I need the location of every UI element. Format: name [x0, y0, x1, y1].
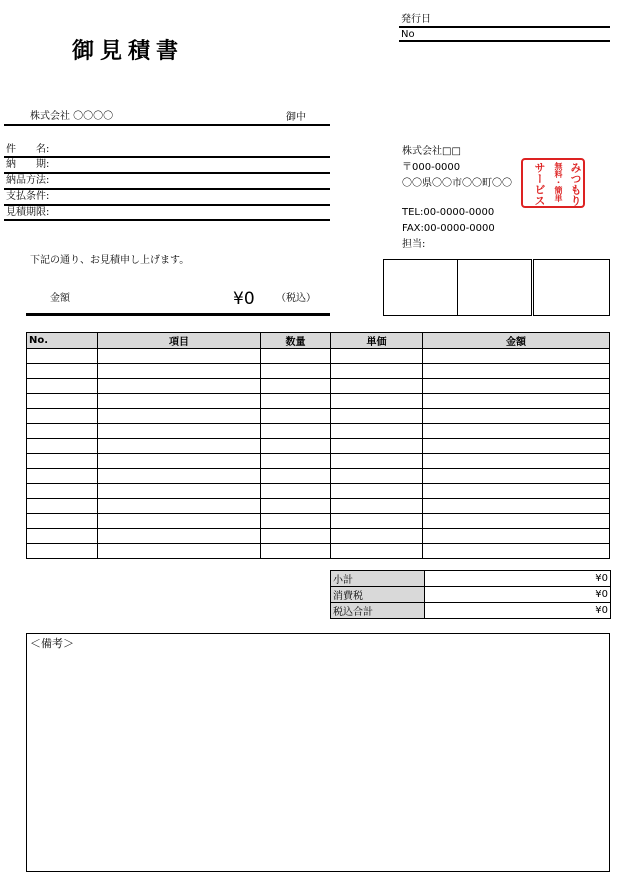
payment-terms-line — [4, 204, 330, 206]
cell-quantity[interactable] — [261, 499, 331, 514]
client-line — [4, 124, 330, 126]
amount-label: 金額 — [50, 293, 70, 304]
subject-line — [4, 156, 330, 158]
cell-item[interactable] — [98, 529, 261, 544]
issue-date-label: 発行日 — [401, 14, 431, 25]
validity-line — [4, 219, 330, 221]
total-row — [331, 603, 611, 619]
tax-label: 消費税 — [331, 587, 425, 603]
cell-no[interactable] — [27, 424, 98, 439]
cell-no[interactable] — [27, 409, 98, 424]
cell-item[interactable] — [98, 364, 261, 379]
cell-item[interactable] — [98, 394, 261, 409]
cell-amount[interactable] — [423, 544, 610, 559]
cell-amount[interactable] — [423, 364, 610, 379]
cell-quantity[interactable] — [261, 544, 331, 559]
table-row — [27, 424, 610, 439]
cell-unit-price[interactable] — [331, 439, 423, 454]
cell-quantity[interactable] — [261, 409, 331, 424]
cell-unit-price[interactable] — [331, 349, 423, 364]
intro-text: 下記の通り、お見積申し上げます。 — [30, 255, 190, 266]
cell-item[interactable] — [98, 439, 261, 454]
cell-quantity[interactable] — [261, 424, 331, 439]
cell-item[interactable] — [98, 499, 261, 514]
cell-amount[interactable] — [423, 499, 610, 514]
cell-quantity[interactable] — [261, 514, 331, 529]
cell-no[interactable] — [27, 484, 98, 499]
cell-no[interactable] — [27, 379, 98, 394]
table-row — [27, 379, 610, 394]
approval-box-1 — [383, 259, 458, 316]
subtotal-value: ¥0 — [425, 571, 611, 587]
issuer-address: 〇〇県〇〇市〇〇町〇〇 — [402, 178, 512, 189]
cell-quantity[interactable] — [261, 454, 331, 469]
cell-unit-price[interactable] — [331, 409, 423, 424]
header-item: 項目 — [98, 333, 261, 349]
issuer-tel: TEL:00-0000-0000 — [402, 207, 495, 218]
cell-quantity[interactable] — [261, 439, 331, 454]
items-header-row — [27, 333, 610, 349]
notes-box[interactable] — [26, 633, 610, 872]
table-row — [27, 364, 610, 379]
table-row — [27, 409, 610, 424]
cell-unit-price[interactable] — [331, 469, 423, 484]
totals-table — [330, 570, 611, 619]
delivery-date-line — [4, 172, 330, 174]
table-row — [27, 544, 610, 559]
cell-unit-price[interactable] — [331, 544, 423, 559]
cell-no[interactable] — [27, 349, 98, 364]
cell-item[interactable] — [98, 424, 261, 439]
no-line — [399, 40, 610, 42]
cell-item[interactable] — [98, 454, 261, 469]
table-row — [27, 469, 610, 484]
delivery-method-line — [4, 188, 330, 190]
table-row — [27, 529, 610, 544]
stamp-text-3: サービス — [533, 162, 546, 206]
cell-amount[interactable] — [423, 469, 610, 484]
cell-item[interactable] — [98, 484, 261, 499]
table-row — [27, 499, 610, 514]
cell-unit-price[interactable] — [331, 499, 423, 514]
header-amount: 金額 — [423, 333, 610, 349]
cell-no[interactable] — [27, 469, 98, 484]
cell-amount[interactable] — [423, 529, 610, 544]
table-row — [27, 439, 610, 454]
cell-amount[interactable] — [423, 514, 610, 529]
subject-label: 件 名: — [6, 144, 50, 155]
cell-quantity[interactable] — [261, 379, 331, 394]
cell-unit-price[interactable] — [331, 514, 423, 529]
amount-value: ¥0 — [233, 289, 255, 309]
delivery-method-label: 納品方法: — [6, 175, 50, 186]
cell-unit-price[interactable] — [331, 364, 423, 379]
amount-line — [26, 313, 330, 316]
cell-quantity[interactable] — [261, 529, 331, 544]
cell-item[interactable] — [98, 409, 261, 424]
cell-item[interactable] — [98, 514, 261, 529]
cell-item[interactable] — [98, 349, 261, 364]
table-row — [27, 484, 610, 499]
cell-unit-price[interactable] — [331, 484, 423, 499]
approval-box-3 — [533, 259, 610, 316]
table-row — [27, 394, 610, 409]
issuer-company: 株式会社□□ — [402, 146, 461, 157]
cell-no[interactable] — [27, 439, 98, 454]
payment-terms-label: 支払条件: — [6, 191, 50, 202]
cell-amount[interactable] — [423, 394, 610, 409]
cell-no[interactable] — [27, 364, 98, 379]
cell-item[interactable] — [98, 379, 261, 394]
cell-quantity[interactable] — [261, 484, 331, 499]
cell-quantity[interactable] — [261, 394, 331, 409]
cell-unit-price[interactable] — [331, 379, 423, 394]
document-title: 御見積書 — [72, 38, 185, 64]
cell-no[interactable] — [27, 544, 98, 559]
cell-unit-price[interactable] — [331, 424, 423, 439]
items-body — [27, 349, 610, 559]
cell-no[interactable] — [27, 529, 98, 544]
items-table — [26, 332, 610, 559]
tax-row — [331, 587, 611, 603]
company-seal-stamp — [521, 158, 585, 208]
total-label: 税込合計 — [331, 603, 425, 619]
cell-unit-price[interactable] — [331, 529, 423, 544]
table-row — [27, 454, 610, 469]
cell-amount[interactable] — [423, 484, 610, 499]
delivery-date-label: 納 期: — [6, 159, 50, 170]
cell-amount[interactable] — [423, 409, 610, 424]
client-honorific: 御中 — [286, 112, 306, 123]
cell-no[interactable] — [27, 514, 98, 529]
header-quantity: 数量 — [261, 333, 331, 349]
cell-quantity[interactable] — [261, 364, 331, 379]
issuer-fax: FAX:00-0000-0000 — [402, 223, 495, 234]
approval-box-2 — [457, 259, 532, 316]
subtotal-row — [331, 571, 611, 587]
table-row — [27, 349, 610, 364]
tax-value: ¥0 — [425, 587, 611, 603]
cell-unit-price[interactable] — [331, 394, 423, 409]
cell-unit-price[interactable] — [331, 454, 423, 469]
subtotal-label: 小計 — [331, 571, 425, 587]
validity-label: 見積期限: — [6, 207, 50, 218]
cell-no[interactable] — [27, 454, 98, 469]
header-no: No. — [27, 333, 98, 349]
cell-amount[interactable] — [423, 424, 610, 439]
client-name: 株式会社 〇〇〇〇 — [30, 111, 114, 122]
issuer-contact: 担当: — [402, 239, 426, 250]
cell-no[interactable] — [27, 499, 98, 514]
no-label: No — [401, 29, 415, 40]
cell-item[interactable] — [98, 469, 261, 484]
cell-amount[interactable] — [423, 379, 610, 394]
header-unit-price: 単価 — [331, 333, 423, 349]
total-value: ¥0 — [425, 603, 611, 619]
amount-tax-note: （税込） — [276, 293, 316, 304]
issuer-postal: 〒000-0000 — [402, 162, 461, 173]
cell-quantity[interactable] — [261, 349, 331, 364]
stamp-text-1: みつもり — [569, 162, 582, 206]
cell-amount[interactable] — [423, 454, 610, 469]
cell-item[interactable] — [98, 544, 261, 559]
table-row — [27, 514, 610, 529]
cell-no[interactable] — [27, 394, 98, 409]
notes-label: ＜備考＞ — [30, 637, 74, 650]
cell-quantity[interactable] — [261, 469, 331, 484]
issue-date-line — [399, 26, 610, 28]
cell-amount[interactable] — [423, 349, 610, 364]
stamp-text-2: 無料・簡単 — [554, 162, 563, 202]
cell-amount[interactable] — [423, 439, 610, 454]
